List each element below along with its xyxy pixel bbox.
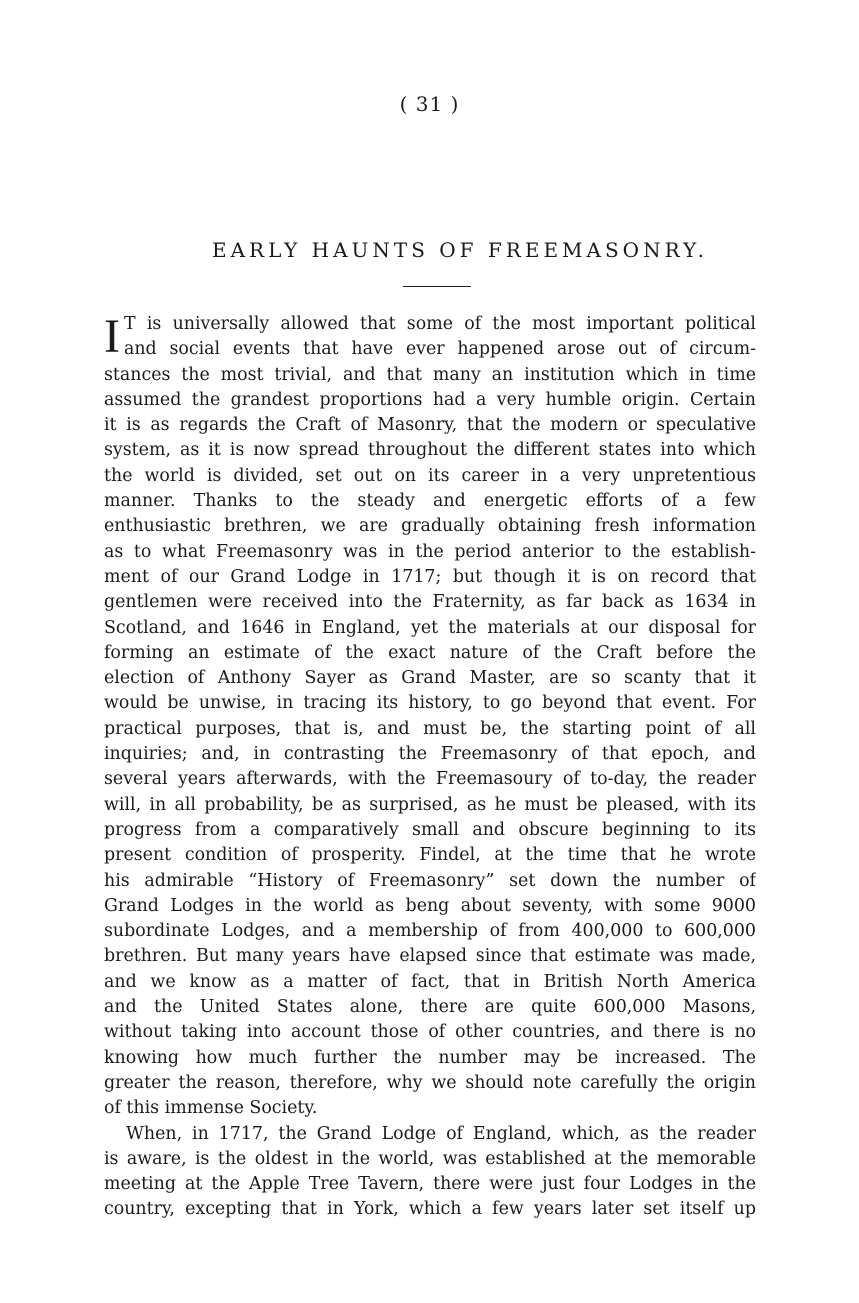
text-line: and we know as a matter of fact, that in British North America bbox=[104, 971, 756, 992]
text-line: as to what Freemasonry was in the period anterior to the establish- bbox=[104, 541, 756, 562]
text-line: his admirable “History of Freemasonry” set down the number of bbox=[104, 870, 756, 891]
text-line: of this immense Society. bbox=[104, 1098, 318, 1119]
text-line: knowing how much further the number may be increased. The bbox=[104, 1047, 756, 1068]
text-line: country, excepting that in York, which a few years later set itself up bbox=[104, 1199, 756, 1220]
drop-cap: I bbox=[104, 310, 120, 363]
paragraph-1-continued bbox=[104, 363, 756, 1122]
text-line: meeting at the Apple Tree Tavern, there were just four Lodges in the bbox=[104, 1174, 756, 1195]
text-line: without taking into account those of other countries, and there is no bbox=[104, 1022, 756, 1043]
text-line: will, in all probability, be as surprised, as he must be pleased, with its bbox=[104, 794, 756, 815]
text-line: election of Anthony Sayer as Grand Master, are so scanty that it bbox=[104, 668, 756, 689]
paragraph-1 bbox=[104, 312, 756, 363]
text-line: would be unwise, in tracing its history, to go beyond that event. For bbox=[104, 693, 756, 714]
text-line: inquiries; and, in contrasting the Freemasonry of that epoch, and bbox=[104, 744, 756, 765]
text-line: stances the most trivial, and that many an institution which in time bbox=[104, 364, 756, 385]
text-line: system, as it is now spread throughout the different states into which bbox=[104, 440, 756, 461]
text-line: enthusiastic brethren, we are gradually obtaining fresh information bbox=[104, 516, 756, 537]
text-line: practical purposes, that is, and must be, the starting point of all bbox=[104, 718, 756, 739]
page-number: ( 31 ) bbox=[399, 92, 460, 116]
text-line: When, in 1717, the Grand Lodge of England, which, as the reader bbox=[126, 1123, 756, 1144]
chapter-title: EARLY HAUNTS OF FREEMASONRY. bbox=[211, 238, 708, 262]
paragraph-2 bbox=[104, 1122, 756, 1223]
text-line: the world is divided, set out on its career in a very unpretentious bbox=[104, 465, 756, 486]
text-line: assumed the grandest proportions had a very humble origin. Certain bbox=[104, 389, 756, 410]
text-line: greater the reason, therefore, why we should note carefully the origin bbox=[104, 1072, 756, 1093]
text-line: progress from a comparatively small and obscure beginning to its bbox=[104, 819, 756, 840]
text-line: and the United States alone, there are quite 600,000 Masons, bbox=[104, 997, 756, 1018]
text-line: and social events that have ever happened arose out of circum- bbox=[123, 339, 756, 360]
text-line: it is as regards the Craft of Masonry, that the modern or speculative bbox=[104, 415, 756, 436]
text-line: subordinate Lodges, and a membership of from 400,000 to 600,000 bbox=[104, 921, 756, 942]
text-line: manner. Thanks to the steady and energetic efforts of a few bbox=[104, 491, 756, 512]
text-line: ment of our Grand Lodge in 1717; but though it is on record that bbox=[104, 566, 756, 587]
text-line: forming an estimate of the exact nature of the Craft before the bbox=[104, 642, 756, 663]
title-rule bbox=[403, 286, 471, 287]
text-line: is aware, is the oldest in the world, was established at the memorable bbox=[104, 1148, 756, 1169]
text-line: gentlemen were received into the Fraternity, as far back as 1634 in bbox=[104, 592, 756, 613]
text-line: Scotland, and 1646 in England, yet the materials at our disposal for bbox=[104, 617, 756, 638]
text-line: brethren. But many years have elapsed since that estimate was made, bbox=[104, 946, 756, 967]
text-line: several years afterwards, with the Freemasoury of to-day, the reader bbox=[104, 769, 756, 790]
text-line: Grand Lodges in the world as beng about seventy, with some 9000 bbox=[104, 895, 756, 916]
text-line: present condition of prosperity. Findel, at the time that he wrote bbox=[104, 845, 756, 866]
article-body bbox=[104, 312, 756, 1223]
text-line: T is universally allowed that some of the most important political bbox=[123, 314, 756, 334]
